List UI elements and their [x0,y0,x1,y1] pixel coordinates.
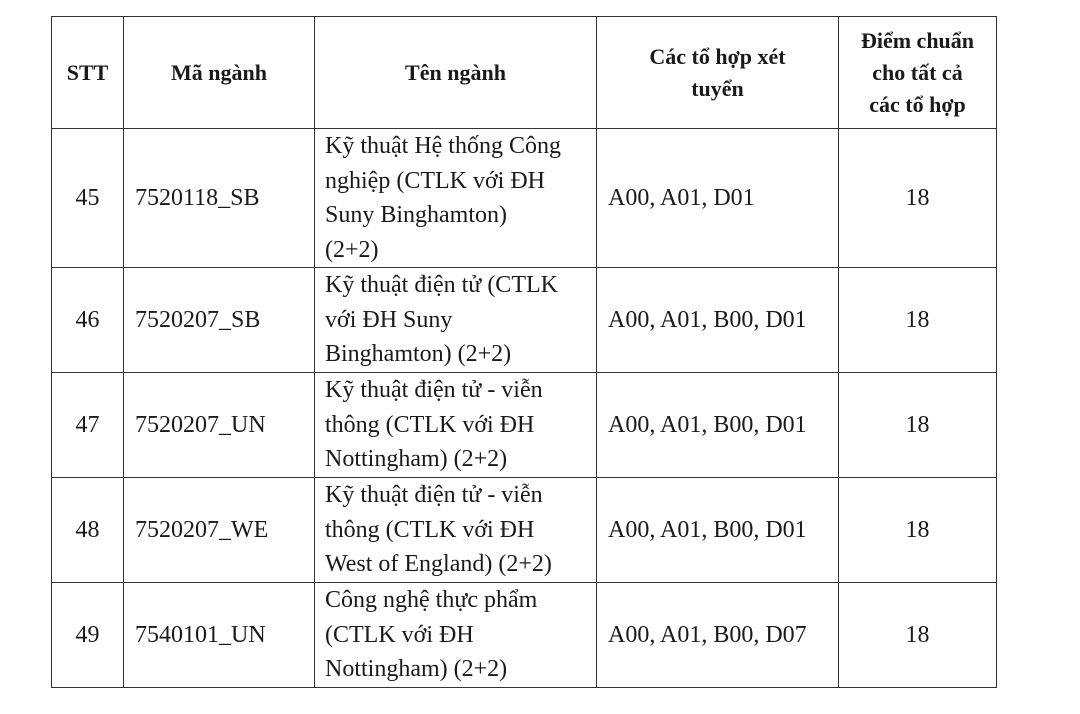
table-row [52,268,997,373]
cell-subject-combinations: A00, A01, B00, D01 [597,373,839,478]
admission-score-table [51,16,997,688]
cell-benchmark-score: 18 [839,373,997,478]
cell-major-name [315,478,597,583]
cell-benchmark-score: 18 [839,268,997,373]
cell-major-code: 7520118_SB [124,129,315,268]
major-name-line: Binghamton) (2+2) [325,341,512,368]
header-subject-combinations [597,17,839,129]
cell-benchmark-score: 18 [839,129,997,268]
header-combos-line: tuyển [691,75,744,101]
table-row [52,478,997,583]
cell-stt: 48 [52,478,124,583]
cell-major-name [315,373,597,478]
cell-major-name [315,583,597,688]
major-name-line: thông (CTLK với ĐH [325,411,535,438]
table-row [52,129,997,268]
cell-major-code: 7520207_UN [124,373,315,478]
major-name-line: Nottingham) (2+2) [325,446,508,473]
cell-major-name [315,268,597,373]
cell-subject-combinations: A00, A01, B00, D01 [597,268,839,373]
major-name-line: thông (CTLK với ĐH [325,516,535,543]
cell-major-name [315,129,597,268]
major-name-line: (CTLK với ĐH [325,621,474,648]
header-combos-line: Các tổ hợp xét [649,43,786,69]
table-header [52,17,997,129]
header-major-code: Mã ngành [124,17,315,129]
cell-stt: 46 [52,268,124,373]
major-name-line: với ĐH Suny [325,306,453,333]
cell-benchmark-score: 18 [839,583,997,688]
cell-stt: 49 [52,583,124,688]
header-major-name: Tên ngành [315,17,597,129]
cell-stt: 45 [52,129,124,268]
header-stt: STT [52,17,124,129]
cell-major-code: 7520207_WE [124,478,315,583]
cell-benchmark-score: 18 [839,478,997,583]
table-body [52,129,997,688]
major-name-line: Kỹ thuật Hệ thống Công [325,133,561,159]
major-name-line: Công nghệ thực phẩm [325,587,538,614]
cell-stt: 47 [52,373,124,478]
major-name-line: Suny Binghamton) [325,202,508,228]
cell-major-code: 7520207_SB [124,268,315,373]
header-score-line: các tổ hợp [869,91,966,117]
header-row [52,17,997,129]
table-row [52,373,997,478]
table-row [52,583,997,688]
cell-subject-combinations: A00, A01, B00, D01 [597,478,839,583]
cell-subject-combinations: A00, A01, D01 [597,129,839,268]
header-benchmark-score [839,17,997,129]
header-score-line: cho tất cả [872,59,963,85]
major-name-line: nghiệp (CTLK với ĐH [325,167,545,194]
header-score-line: Điểm chuẩn [860,27,975,53]
cell-major-code: 7540101_UN [124,583,315,688]
major-name-line: West of England) (2+2) [325,551,552,578]
major-name-line: Kỹ thuật điện tử (CTLK [325,272,558,299]
major-name-line: Nottingham) (2+2) [325,656,508,683]
cell-subject-combinations: A00, A01, B00, D07 [597,583,839,688]
major-name-line: (2+2) [325,236,379,263]
major-name-line: Kỹ thuật điện tử - viễn [325,377,543,404]
major-name-line: Kỹ thuật điện tử - viễn [325,482,543,509]
